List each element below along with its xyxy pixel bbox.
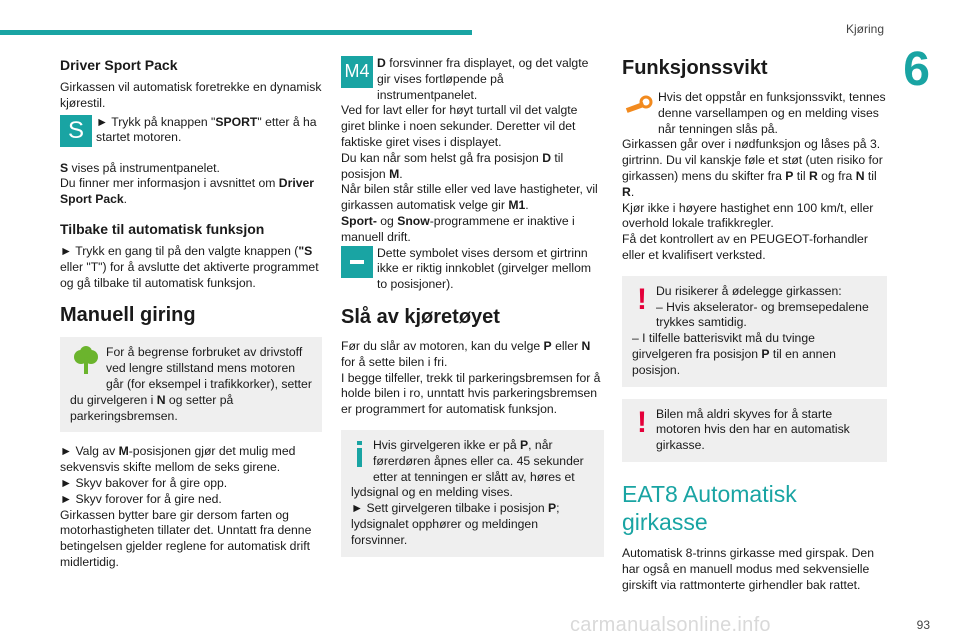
heading-driver-sport-pack: Driver Sport Pack <box>60 57 178 73</box>
more-info-text: Du finner mer informasjon i avsnittet om Driver Sport Pack. <box>60 176 315 207</box>
info-text-a: Hvis girvelgeren ikke er på P, når førerdøren åpnes eller ca. 45 sekunder etter at tenningen er slått av, høres et lydsignal og en melding vises. <box>351 437 584 500</box>
chapter-number: 6 <box>903 43 930 96</box>
eco-tree-icon <box>70 345 102 377</box>
d-to-m-text: Du kan når som helst gå fra posisjon D til posisjon M. <box>341 150 564 181</box>
warning-exclamation-icon: ! <box>637 405 647 439</box>
heading-funksjonssvikt: Funksjonssvikt <box>622 57 768 79</box>
m1-text: Når bilen står stille eller ved lave hastigheter, vil girkassen automatisk velge gir M1. <box>341 182 598 213</box>
warn1-a: Du risikerer å ødelegge girkassen: <box>656 283 842 298</box>
dash-symbol-icon <box>341 246 373 278</box>
info-text-c: lydsignalet opphører og meldingen forsvinner. <box>351 516 538 547</box>
heading-tilbake: Tilbake til automatisk funksjon <box>60 220 265 237</box>
section-name: Kjøring <box>845 22 884 36</box>
warning-box-2 <box>622 399 887 462</box>
funk-text-a: Hvis det oppstår en funksjonssvikt, tennes denne varsellampen og en melding vises når tenningen slås på. <box>658 90 886 136</box>
tilbake-text: ► Trykk en gang til på den valgte knappen ("S eller "T") for å avslutte det aktiverte programmet og gå tilbake til automatisk funksjon. <box>60 243 319 290</box>
funk-text-d: Få det kontrollert av en PEUGEOT-forhandler eller et kvalifisert verksted. <box>622 232 868 262</box>
s-shown-text: S vises på instrumentpanelet. <box>60 160 220 175</box>
eat8-text: Automatisk 8-trinns girkasse med girspak. Den har også en manuell modus med sekvensielle girskift via rattmonterte girhendler bak rattet. <box>622 545 874 592</box>
column-1 <box>60 56 322 571</box>
manuell-line-2: ► Skyv bakover for å gire opp. <box>60 475 228 490</box>
symbol-text: Dette symbolet vises dersom et girtrinn ikke er riktig innkoblet (girvelger mellom to posisjoner). <box>377 245 592 292</box>
tip-box <box>60 337 322 432</box>
sla-text-b: I begge tilfeller, trekk til parkeringsbremsen for å holde bilen i ro, unntatt hvis parkeringsbremsen er programmert for automatisk funksjon. <box>341 370 601 417</box>
sla-text-a: Før du slår av motoren, kan du velge P eller N for å sette bilen i fri. <box>341 338 591 369</box>
watermark: carmanualsonline.info <box>570 614 771 636</box>
warn1-b: – Hvis akselerator- og bremsepedalene trykkes samtidig. <box>656 299 869 330</box>
info-text-b: ► Sett girvelgeren tilbake i posisjon P; <box>351 501 560 516</box>
driver-sport-step: ► Trykk på knappen "SPORT" etter å ha startet motoren. <box>96 114 317 145</box>
funk-text-b: Girkassen går over i nødfunksjon og låses på 3. girtrinn. Du vil kanskje føle et støt (uten risiko for girkassen) mens du skifter fra P til R og fra N til R. <box>622 137 883 199</box>
info-icon <box>351 438 369 470</box>
manuell-line-4: Girkassen bytter bare gir dersom farten og motorhastigheten tillater det. Unntatt fra denne betingelsen gjelder reglene for automatisk drift midlertidig. <box>60 507 312 569</box>
manuell-line-3: ► Skyv forover for å gire ned. <box>60 491 222 506</box>
tip-text: For å begrense forbruket av drivstoff ved lengre stillstand mens motoren går (for eksempel i trafikkorker), setter du girvelgeren i N og setter på parkeringsbremsen. <box>70 345 312 423</box>
info-box <box>341 430 604 557</box>
funk-text-c: Kjør ikke i høyere hastighet enn 100 km/t, eller overhold lokale trafikkregler. <box>622 200 874 231</box>
driver-sport-intro: Girkassen vil automatisk foretrekke en dynamisk kjørestil. <box>60 80 322 110</box>
sport-snow-text: Sport- og Snow-programmene er inaktive i manuell drift. <box>341 213 575 244</box>
heading-manuell-giring: Manuell giring <box>60 304 196 327</box>
warning-exclamation-icon: ! <box>637 282 647 316</box>
column-3 <box>622 56 887 593</box>
header-accent-bar <box>0 30 472 35</box>
warn1-c: – I tilfelle batterisvikt må du tvinge girvelgeren fra posisjon P til en annen posisjon. <box>632 331 836 377</box>
column-2 <box>341 56 604 569</box>
wrench-warning-icon <box>622 90 654 122</box>
sport-s-icon: S <box>60 115 92 147</box>
warn2-text: Bilen må aldri skyves for å starte motoren hvis den har en automatisk girkasse. <box>656 406 850 453</box>
manuell-line-1: ► Valg av M-posisjonen gjør det mulig med sekvensvis skifte mellom de seks girene. <box>60 444 296 475</box>
heading-sla-av: Slå av kjøretøyet <box>341 305 500 328</box>
heading-eat8: EAT8 Automatisk girkasse <box>622 480 797 535</box>
low-rpm-text: Ved for lavt eller for høyt turtall vil det valgte giret blinke i noen sekunder. Deretter vil det faktiske giret vises i displayet. <box>341 103 578 149</box>
m4-gear-icon: M4 <box>341 56 373 88</box>
page-number: 93 <box>916 618 930 632</box>
warning-box-1 <box>622 276 887 387</box>
d-disappears-text: D forsvinner fra displayet, og det valgte gir vises fortløpende på instrumentpanelet. <box>377 56 589 102</box>
